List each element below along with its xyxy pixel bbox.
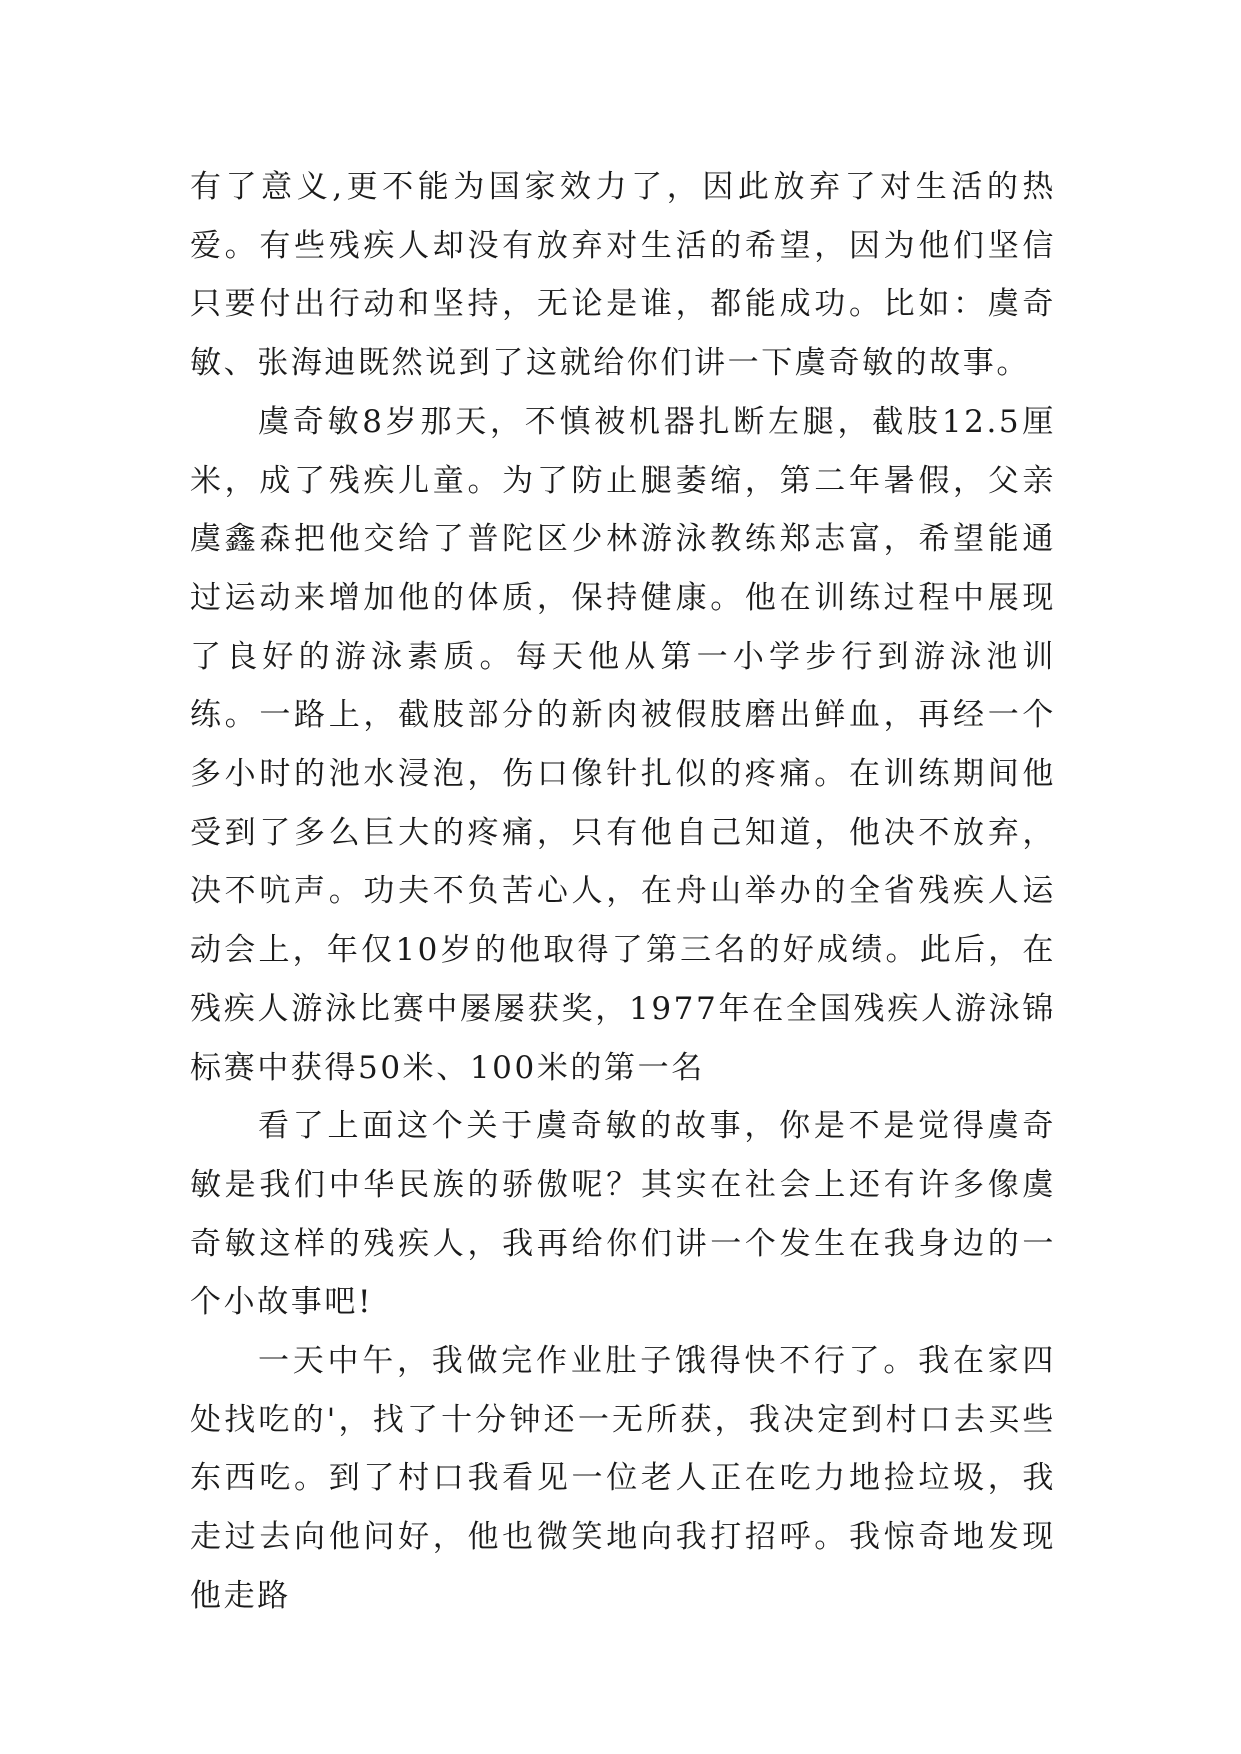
document-body — [190, 158, 1056, 1626]
paragraph-2: 虞奇敏8岁那天，不慎被机器扎断左腿，截肢12.5厘米，成了残疾儿童。为了防止腿萎缩，第二年暑假，父亲虞鑫森把他交给了普陀区少林游泳教练郑志富，希望能通过运动来增加他的体质，保持健康。他在训练过程中展现了良好的游泳素质。每天他从第一小学步行到游泳池训练。一路上，截肢部分的新肉被假肢磨出鲜血，再经一个多小时的池水浸泡，伤口像针扎似的疼痛。在训练期间他受到了多么巨大的疼痛，只有他自己知道，他决不放弃，决不吭声。功夫不负苦心人，在舟山举办的全省残疾人运动会上，年仅10岁的他取得了第三名的好成绩。此后，在残疾人游泳比赛中屡屡获奖，1977年在全国残疾人游泳锦标赛中获得50米、100米的第一名 — [190, 403, 1056, 1086]
paragraph-3: 看了上面这个关于虞奇敏的故事，你是不是觉得虞奇敏是我们中华民族的骄傲呢？其实在社会上还有许多像虞奇敏这样的残疾人，我再给你们讲一个发生在我身边的一个小故事吧! — [190, 1108, 1056, 1321]
paragraph-4: 一天中午，我做完作业肚子饿得快不行了。我在家四处找吃的'，找了十分钟还一无所获，我决定到村口去买些东西吃。到了村口我看见一位老人正在吃力地捡垃圾，我走过去向他问好，他也微笑地向我打招呼。我惊奇地发现他走路 — [190, 1343, 1056, 1614]
paragraph-1: 有了意义,更不能为国家效力了，因此放弃了对生活的热爱。有些残疾人却没有放弃对生活的希望，因为他们坚信只要付出行动和坚持，无论是谁，都能成功。比如：虞奇敏、张海迪既然说到了这就给你们讲一下虞奇敏的故事。 — [190, 169, 1056, 382]
